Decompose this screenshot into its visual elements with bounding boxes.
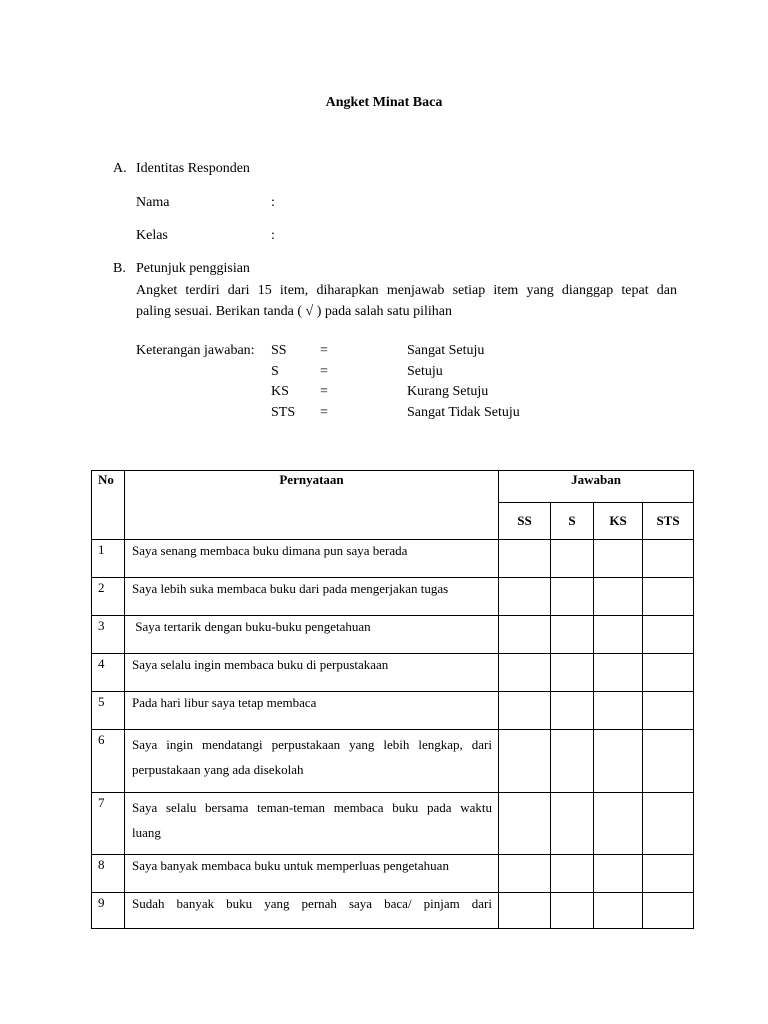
row-number: 8 — [92, 855, 125, 893]
field-label-kelas: Kelas — [136, 228, 168, 243]
answer-cell-s[interactable] — [551, 540, 594, 578]
row-statement — [125, 793, 499, 855]
answer-cell-ks[interactable] — [594, 855, 643, 893]
legend-code: KS — [271, 384, 289, 399]
answer-cell-s[interactable] — [551, 893, 594, 929]
statement-text: Saya tertarik dengan buku-buku pengetahuan — [132, 619, 371, 634]
table-row — [92, 692, 694, 730]
header-statement: Pernyataan — [125, 471, 499, 540]
answer-cell-ks[interactable] — [594, 540, 643, 578]
answer-cell-ss[interactable] — [499, 730, 551, 793]
row-statement — [125, 654, 499, 692]
legend-equals: = — [320, 405, 328, 420]
legend-equals: = — [320, 384, 328, 399]
table-row — [92, 793, 694, 855]
answer-cell-sts[interactable] — [643, 793, 694, 855]
table-row — [92, 616, 694, 654]
row-number: 7 — [92, 793, 125, 855]
answer-cell-ks[interactable] — [594, 793, 643, 855]
legend-meaning: Sangat Setuju — [407, 343, 485, 358]
answer-cell-s[interactable] — [551, 692, 594, 730]
answer-cell-ks[interactable] — [594, 616, 643, 654]
legend-meaning: Kurang Setuju — [407, 384, 489, 399]
row-statement — [125, 540, 499, 578]
row-statement — [125, 692, 499, 730]
legend-label: Keterangan jawaban: — [136, 343, 255, 358]
answer-cell-s[interactable] — [551, 855, 594, 893]
answer-cell-s[interactable] — [551, 616, 594, 654]
row-number: 6 — [92, 730, 125, 793]
answer-cell-s[interactable] — [551, 793, 594, 855]
legend-code: STS — [271, 405, 296, 420]
answer-cell-sts[interactable] — [643, 616, 694, 654]
answer-cell-ss[interactable] — [499, 893, 551, 929]
answer-cell-ss[interactable] — [499, 654, 551, 692]
statement-text: Saya ingin mendatangi perpustakaan yang lebih lengkap, dari — [132, 737, 492, 752]
statement-text: Pada hari libur saya tetap membaca — [132, 695, 317, 710]
answer-cell-ks[interactable] — [594, 730, 643, 793]
instruction-paragraph — [136, 280, 677, 322]
header-sts: STS — [643, 503, 694, 540]
section-a-heading: Identitas Responden — [136, 161, 250, 176]
table-row — [92, 540, 694, 578]
row-number: 4 — [92, 654, 125, 692]
instruction-line-2: paling sesuai. Berikan tanda ( √ ) pada salah satu pilihan — [136, 304, 452, 319]
answer-cell-sts[interactable] — [643, 654, 694, 692]
header-no: No — [92, 471, 125, 540]
row-statement — [125, 616, 499, 654]
answer-cell-ks[interactable] — [594, 893, 643, 929]
answer-cell-ks[interactable] — [594, 578, 643, 616]
table-row — [92, 654, 694, 692]
table-row — [92, 578, 694, 616]
answer-cell-ks[interactable] — [594, 692, 643, 730]
answer-cell-sts[interactable] — [643, 578, 694, 616]
field-separator-nama: : — [271, 195, 275, 210]
legend-equals: = — [320, 343, 328, 358]
answer-cell-s[interactable] — [551, 654, 594, 692]
legend-code: S — [271, 364, 279, 379]
statement-text: Saya selalu bersama teman-teman membaca buku pada waktu — [132, 800, 492, 815]
instruction-line-1: Angket terdiri dari 15 item, diharapkan menjawab setiap item yang dianggap tepat dan — [136, 283, 677, 298]
statement-text: Saya banyak membaca buku untuk memperluas pengetahuan — [132, 858, 449, 873]
row-statement — [125, 578, 499, 616]
row-number: 9 — [92, 893, 125, 929]
legend-meaning: Setuju — [407, 364, 443, 379]
answer-cell-sts[interactable] — [643, 540, 694, 578]
answer-cell-sts[interactable] — [643, 893, 694, 929]
answer-cell-s[interactable] — [551, 730, 594, 793]
answer-cell-ss[interactable] — [499, 855, 551, 893]
table-row — [92, 730, 694, 793]
field-label-nama: Nama — [136, 195, 170, 210]
answer-cell-ss[interactable] — [499, 616, 551, 654]
row-number: 1 — [92, 540, 125, 578]
row-number: 3 — [92, 616, 125, 654]
legend-equals: = — [320, 364, 328, 379]
statement-text: Sudah banyak buku yang pernah saya baca/ pinjam dari — [132, 896, 492, 911]
section-b-marker: B. — [113, 261, 126, 276]
answer-cell-s[interactable] — [551, 578, 594, 616]
statement-text: Saya lebih suka membaca buku dari pada mengerjakan tugas — [132, 581, 449, 596]
header-s: S — [551, 503, 594, 540]
row-statement — [125, 855, 499, 893]
answer-cell-ss[interactable] — [499, 793, 551, 855]
row-number: 5 — [92, 692, 125, 730]
answer-cell-ss[interactable] — [499, 692, 551, 730]
statement-text: Saya selalu ingin membaca buku di perpustakaan — [132, 657, 389, 672]
header-ks: KS — [594, 503, 643, 540]
document-title: Angket Minat Baca — [325, 95, 443, 110]
answer-cell-ss[interactable] — [499, 578, 551, 616]
table-row — [92, 855, 694, 893]
answer-cell-ks[interactable] — [594, 654, 643, 692]
statement-text: luang — [132, 825, 161, 840]
row-number: 2 — [92, 578, 125, 616]
row-statement — [125, 893, 499, 929]
row-statement — [125, 730, 499, 793]
table-row — [92, 893, 694, 929]
answer-cell-sts[interactable] — [643, 692, 694, 730]
statement-text: Saya senang membaca buku dimana pun saya berada — [132, 543, 408, 558]
answer-cell-ss[interactable] — [499, 540, 551, 578]
header-answer: Jawaban — [499, 471, 694, 503]
statement-text: perpustakaan yang ada disekolah — [132, 762, 304, 777]
section-a-marker: A. — [113, 161, 127, 176]
answer-cell-sts[interactable] — [643, 730, 694, 793]
legend-meaning: Sangat Tidak Setuju — [407, 405, 520, 420]
answer-cell-sts[interactable] — [643, 855, 694, 893]
header-ss: SS — [499, 503, 551, 540]
questionnaire-table — [91, 470, 694, 929]
legend-code: SS — [271, 343, 287, 358]
section-b-heading: Petunjuk penggisian — [136, 261, 250, 276]
field-separator-kelas: : — [271, 228, 275, 243]
